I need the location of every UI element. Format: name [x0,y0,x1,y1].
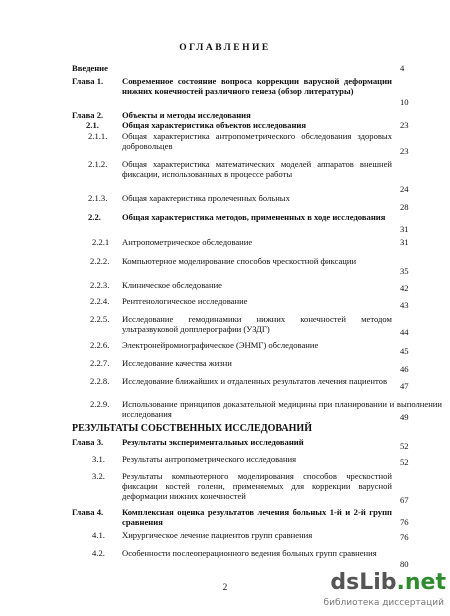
toc-s21-text: Общая характеристика объектов исследования [122,120,307,130]
toc-s41-text: Хирургическое лечение пациентов групп сравнения [122,530,313,540]
toc-s212-page: 24 [400,184,409,194]
toc-s227-label: 2.2.7. [90,358,110,368]
toc-s212-label: 2.1.2. [88,159,108,169]
toc-s229-page: 49 [400,412,409,422]
toc-s42-label: 4.2. [92,548,105,558]
toc-ch2-label: Глава 2. [72,110,104,120]
toc-ch1-label: Глава 1. [72,76,104,86]
toc-s31-text: Результаты антропометрического исследования [122,454,297,464]
toc-s228-page: 47 [400,381,409,391]
toc-s41-label: 4.1. [92,530,105,540]
toc-s221-label: 2.2.1 [92,237,110,247]
toc-s22-page: 31 [400,224,409,234]
watermark-subtitle: библиотека диссертаций [323,598,444,608]
toc-s225-page: 44 [400,327,409,337]
watermark-logo-main: dsLib [330,570,397,595]
toc-ch3-text: Результаты экспериментальных исследований [122,437,304,447]
toc-s228-text: Исследование ближайших и отдаленных результатов лечения пациентов [122,376,387,386]
toc-s212-text: Общая характеристика математических моделей аппаратов внешней фиксации, использованных в процессе работы [122,159,392,179]
toc-s211-page: 23 [400,146,409,156]
toc-s223-page: 42 [400,283,409,293]
page-title: ОГЛАВЛЕНИЕ [179,43,271,53]
toc-intro-page: 4 [400,63,405,73]
toc-s32-label: 3.2. [92,471,105,481]
toc-ch4-label: Глава 4. [72,507,104,517]
toc-s222-label: 2.2.2. [90,256,110,266]
toc-own-results-heading: РЕЗУЛЬТАТЫ СОБСТВЕННЫХ ИССЛЕДОВАНИЙ [72,423,312,434]
toc-s42-text: Особенности послеоперационного ведения больных групп сравнения [122,548,377,558]
toc-intro-label: Введение [72,63,108,73]
toc-s221-page: 31 [400,237,409,247]
toc-s221-text: Антропометрическое обследование [122,237,253,247]
dslib-watermark [323,568,448,612]
toc-s223-label: 2.2.3. [90,280,110,290]
watermark-logo-accent: .net [396,570,446,595]
toc-s42-page: 80 [400,559,409,569]
toc-s31-page: 52 [400,457,409,467]
toc-ch4-page: 76 [400,517,409,527]
toc-s211-text: Общая характеристика антропометрического обследования здоровых добровольцев [122,131,392,151]
toc-s32-page: 67 [400,495,409,505]
toc-ch3-label: Глава 3. [72,437,104,447]
watermark-logo [330,570,446,595]
toc-s223-text: Клиническое обследование [122,280,222,290]
toc-ch2-text: Объекты и методы исследования [122,110,251,120]
toc-s21-page: 23 [400,120,409,130]
toc-s213-page: 28 [400,202,409,212]
toc-s227-text: Исследование качества жизни [122,358,232,368]
toc-s225-label: 2.2.5. [90,314,110,324]
toc-s222-text: Компьютерное моделирование способов чрескостной фиксации [122,256,357,266]
toc-s229-text: Использование принципов доказательной медицины при планировании и выполнении исследования [122,399,442,419]
toc-ch1-page: 10 [400,97,409,107]
page-number: 2 [222,582,228,592]
toc-s31-label: 3.1. [92,454,105,464]
toc-s222-page: 35 [400,266,409,276]
toc-s226-text: Электронейромиографическое (ЭНМГ) обследование [122,340,319,350]
toc-s213-text: Общая характеристика пролеченных больных [122,193,290,203]
toc-s228-label: 2.2.8. [90,376,110,386]
toc-s226-page: 45 [400,346,409,356]
toc-s22-text: Общая характеристика методов, примененных в ходе исследования [122,212,386,222]
toc-s224-page: 43 [400,300,409,310]
toc-s227-page: 46 [400,364,409,374]
toc-s225-text: Исследование гемодинамики нижних конечностей методом ультразвуковой допплерографии (УЗДГ) [122,314,392,334]
toc-s41-page: 76 [400,532,409,542]
toc-ch3-page: 52 [400,441,409,451]
toc-s21-label: 2.1. [86,120,99,130]
toc-s211-label: 2.1.1. [88,131,108,141]
toc-s229-label: 2.2.9. [90,399,110,409]
toc-s224-text: Рентгенологическое исследование [122,296,248,306]
toc-s32-text: Результаты компьютерного моделирования способов чрескостной фиксации костей голени, применяемых для коррекции варусной деформации нижних конечностей [122,471,392,501]
toc-s22-label: 2.2. [88,212,101,222]
toc-s213-label: 2.1.3. [88,193,108,203]
toc-ch4-text: Комплексная оценка результатов лечения больных 1-й и 2-й групп сравнения [122,507,392,527]
toc-s224-label: 2.2.4. [90,296,110,306]
toc-ch1-text: Современное состояние вопроса коррекции варусной деформации нижних конечностей различного генеза (обзор литературы) [122,76,392,96]
toc-s226-label: 2.2.6. [90,340,110,350]
